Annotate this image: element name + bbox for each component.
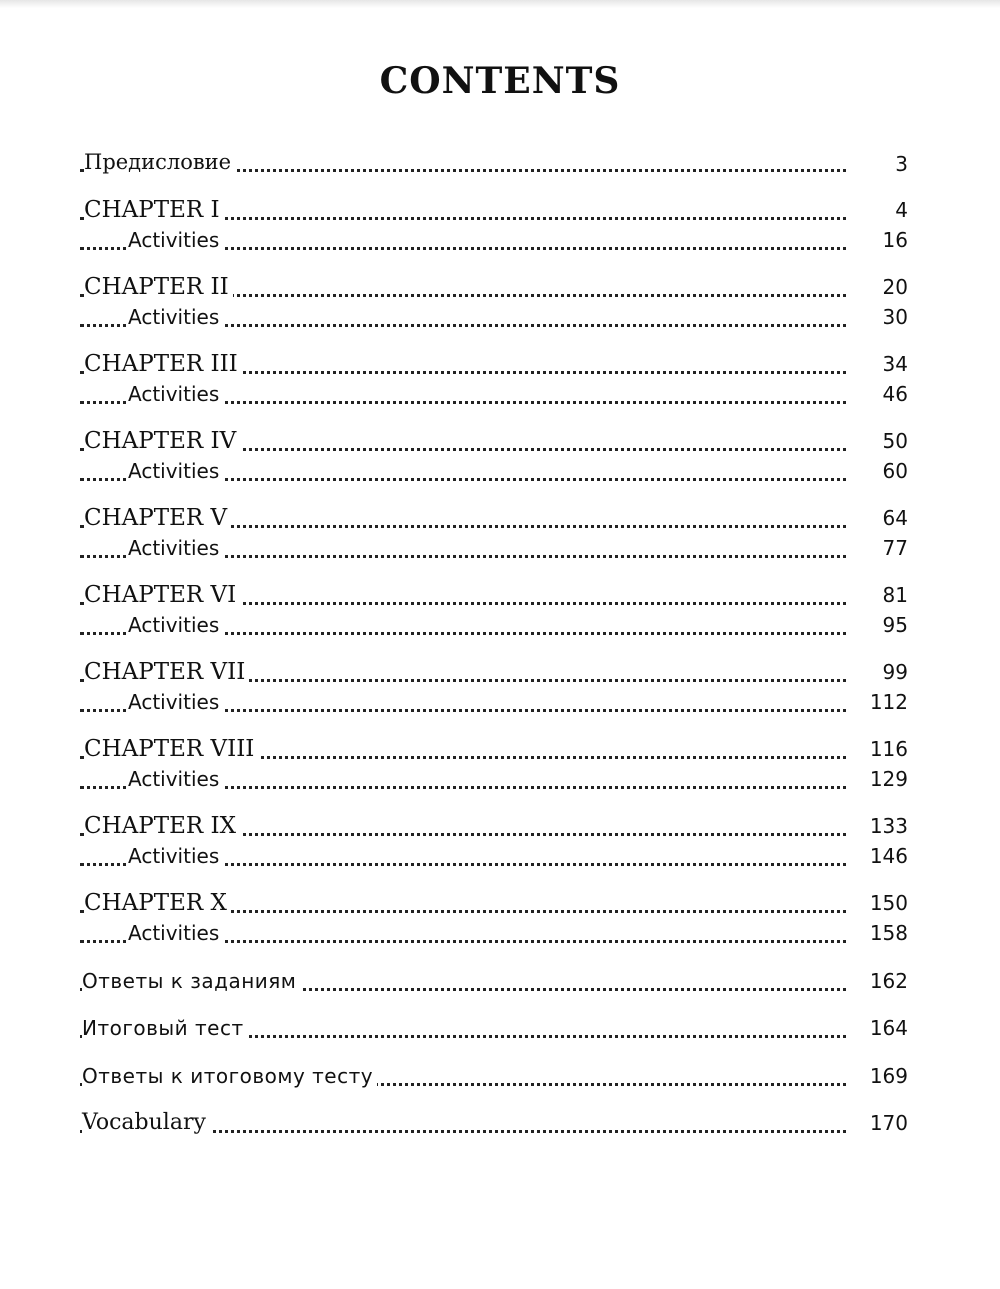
toc-page-number: 164: [848, 1011, 908, 1045]
toc-entry-label: Activities: [128, 916, 223, 950]
toc-entry-label: CHAPTER IV: [84, 424, 240, 458]
toc-page-number: 146: [848, 839, 908, 873]
toc-page-number: 116: [848, 732, 908, 766]
toc-entry-activities: [0, 531, 1000, 565]
toc-page-number: 46: [848, 377, 908, 411]
toc-entry-label: Activities: [128, 531, 223, 565]
toc-page-number: 64: [848, 501, 908, 535]
toc-entry-activities: [0, 223, 1000, 257]
toc-entry-label: CHAPTER VI: [84, 578, 240, 612]
toc-page-number: 30: [848, 300, 908, 334]
toc-page-number: 50: [848, 424, 908, 458]
toc-entry-label: Activities: [128, 762, 223, 796]
toc-entry: [0, 655, 1000, 689]
toc-page-number: 99: [848, 655, 908, 689]
toc-page-number: 162: [848, 964, 908, 998]
toc-page-number: 150: [848, 886, 908, 920]
toc-entry-activities: [0, 608, 1000, 642]
toc-entry: [0, 145, 1000, 179]
toc-entry-label: Activities: [128, 377, 223, 411]
toc-page-number: 77: [848, 531, 908, 565]
toc-entry: [0, 193, 1000, 227]
toc-entry: [0, 809, 1000, 843]
toc-entry: [0, 732, 1000, 766]
toc-entry-label: Activities: [128, 685, 223, 719]
toc-entry-label: CHAPTER X: [84, 886, 231, 920]
toc-entry: [0, 886, 1000, 920]
toc-page-number: 95: [848, 608, 908, 642]
toc-entry-label: CHAPTER II: [84, 270, 233, 304]
toc-entry-activities: [0, 454, 1000, 488]
toc-page-number: 169: [848, 1059, 908, 1093]
toc-page-number: 112: [848, 685, 908, 719]
toc-entry-label: Activities: [128, 839, 223, 873]
toc-page-number: 3: [848, 147, 908, 181]
toc-entry-activities: [0, 300, 1000, 334]
toc-entry-label: Activities: [128, 608, 223, 642]
toc-entry-label: Vocabulary: [82, 1106, 210, 1140]
page-edge-shadow: [0, 0, 1000, 8]
toc-entry-label: Activities: [128, 300, 223, 334]
toc-entry: [0, 347, 1000, 381]
toc-entry-activities: [0, 685, 1000, 719]
toc-entry-label: CHAPTER VIII: [84, 732, 258, 766]
toc-entry-activities: [0, 762, 1000, 796]
toc-page-number: 129: [848, 762, 908, 796]
toc-entry-activities: [0, 377, 1000, 411]
toc-entry: [0, 964, 1000, 998]
toc-page-number: 20: [848, 270, 908, 304]
toc-entry-label: Ответы к заданиям: [82, 964, 300, 998]
toc-page-number: 81: [848, 578, 908, 612]
toc-entry-activities: [0, 916, 1000, 950]
toc-entry: [0, 501, 1000, 535]
toc-entry-label: CHAPTER I: [84, 193, 224, 227]
toc-entry-label: CHAPTER IX: [84, 809, 240, 843]
toc-entry: [0, 270, 1000, 304]
toc-page-number: 60: [848, 454, 908, 488]
toc-entry: [0, 578, 1000, 612]
toc-entry-label: Предисловие: [84, 145, 235, 179]
toc-page-number: 170: [848, 1106, 908, 1140]
toc-entry-label: CHAPTER VII: [84, 655, 249, 689]
toc-page-number: 158: [848, 916, 908, 950]
toc-page-number: 16: [848, 223, 908, 257]
toc-entry-label: Activities: [128, 454, 223, 488]
toc-entry-label: CHAPTER III: [84, 347, 242, 381]
toc-page-number: 4: [848, 193, 908, 227]
toc-page-number: 133: [848, 809, 908, 843]
toc-entry-label: Ответы к итоговому тесту: [82, 1059, 377, 1093]
page-title: CONTENTS: [379, 60, 621, 102]
toc-entry-activities: [0, 839, 1000, 873]
toc-entry: [0, 424, 1000, 458]
toc-entry: [0, 1011, 1000, 1045]
toc-entry-label: CHAPTER V: [84, 501, 231, 535]
toc-page-number: 34: [848, 347, 908, 381]
toc-entry: [0, 1059, 1000, 1093]
toc-entry-label: Activities: [128, 223, 223, 257]
toc-entry: [0, 1106, 1000, 1140]
toc-entry-label: Итоговый тест: [82, 1011, 248, 1045]
